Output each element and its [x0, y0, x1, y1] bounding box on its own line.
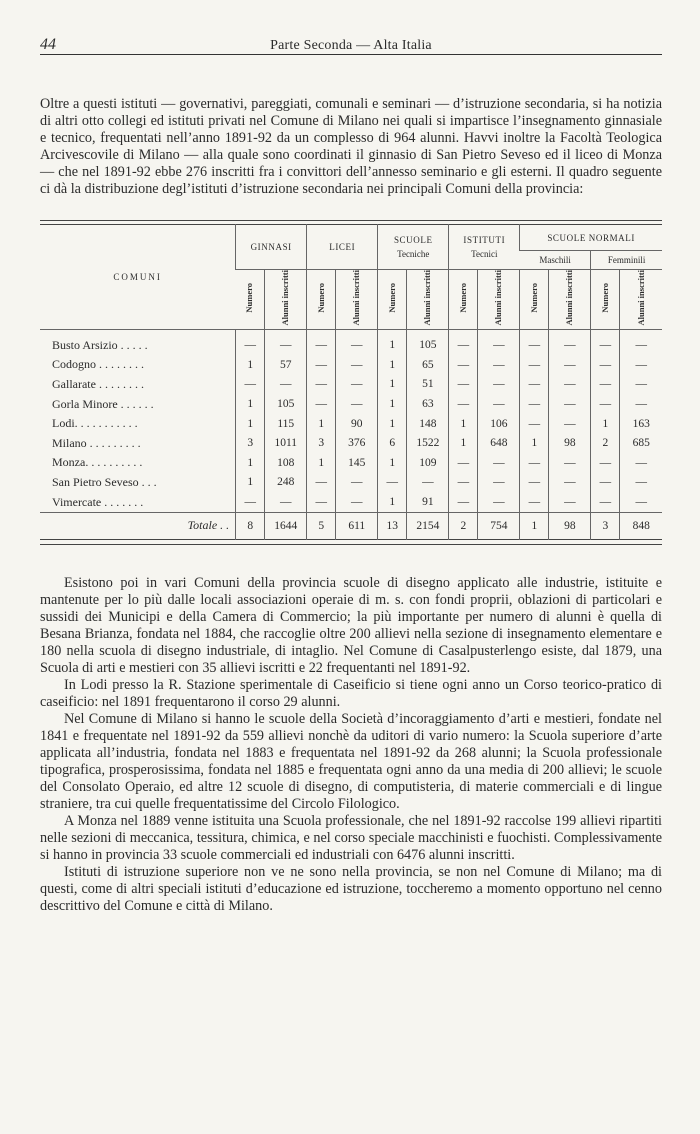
table-cell: —	[307, 492, 336, 512]
table-cell: —	[549, 355, 591, 375]
alunni-col-header	[478, 270, 520, 330]
table-cell: 2	[591, 433, 620, 453]
col-header-label: Alunni inscritti	[280, 270, 291, 326]
total-cell: 13	[378, 512, 407, 539]
table-cell: 109	[407, 453, 449, 473]
table-cell: —	[449, 355, 478, 375]
comune-name: Gorla Minore . . . . . .	[52, 396, 154, 411]
table-cell: 1	[236, 414, 265, 434]
table-cell: —	[449, 453, 478, 473]
table-row	[40, 329, 662, 355]
numero-col-header	[378, 270, 407, 330]
total-cell: 3	[591, 512, 620, 539]
table-cell: —	[549, 453, 591, 473]
table-cell: —	[336, 375, 378, 395]
total-cell: 98	[549, 512, 591, 539]
table-cell: 108	[265, 453, 307, 473]
comune-name: Milano . . . . . . . . .	[52, 435, 141, 450]
col-header-label: Numero	[528, 282, 539, 313]
maschili-header: Maschili	[520, 251, 591, 270]
table-row	[40, 473, 662, 493]
table-cell: —	[591, 492, 620, 512]
table-cell: 163	[620, 414, 662, 434]
table-cell: —	[620, 375, 662, 395]
total-row	[40, 512, 662, 539]
table-cell: —	[449, 473, 478, 493]
table-cell: —	[336, 329, 378, 355]
table-row	[40, 453, 662, 473]
table-cell: —	[265, 492, 307, 512]
col-header-label: Alunni inscritti	[635, 270, 646, 326]
table-cell: 65	[407, 355, 449, 375]
table-cell: 648	[478, 433, 520, 453]
total-cell: 2154	[407, 512, 449, 539]
table-cell: 1	[307, 414, 336, 434]
comune-name: San Pietro Seveso . . .	[52, 474, 157, 489]
scuole-tecniche-header	[378, 225, 449, 270]
table-cell: —	[307, 355, 336, 375]
table-cell: 6	[378, 433, 407, 453]
table-cell: —	[520, 453, 549, 473]
table-cell: 1	[236, 473, 265, 493]
licei-header: LICEI	[307, 225, 378, 270]
table-cell: 1	[378, 414, 407, 434]
table-cell: —	[236, 375, 265, 395]
paragraph-lodi: In Lodi presso la R. Stazione sperimentale di Caseificio si tiene ogni anno un Corso teorico-pratico di caseificio: nel 1891 frequentarono il corso 29 alunni.	[40, 676, 662, 710]
table-cell: —	[520, 394, 549, 414]
paragraph-superiore: Istituti di istruzione superiore non ve ne sono nella provincia, se non nel Comune di Milano; ma di questi, come di altri speciali istituti d’educazione ed istruzione, toccheremo a momento opportuno nel cenno descrittivo del Comune e città di Milano.	[40, 863, 662, 914]
intro-paragraph: Oltre a questi istituti — governativi, pareggiati, comunali e seminari — d’istruzione secondaria, si ha notizia di altri otto collegi ed istituti privati nel Comune di Milano nei quali si impartisce l’insegnamento ginnasiale e tecnico, frequentati nell’anno 1891-92 da un complesso di 964 alunni. Havvi inoltre la Facoltà Teologica Arcivescovile di Milano — alla quale sono coordinati il ginnasio di San Pietro Seveso ed il liceo di Monza — che nel 1891-92 ebbe 276 inscritti fra i convittori dell’annesso seminario e gli esterni. Il quadro seguente ci dà la distribuzione degl’istituti d’istruzione secondaria nei principali Comuni della provincia:	[40, 96, 662, 197]
table-cell: 1	[236, 394, 265, 414]
table-cell: —	[478, 453, 520, 473]
running-title: Parte Seconda — Alta Italia	[270, 38, 432, 53]
istituti-tecnici-header	[449, 225, 520, 270]
table-cell: 1	[378, 394, 407, 414]
table-cell: 1	[307, 453, 336, 473]
table-cell: —	[478, 394, 520, 414]
col-header-label: Numero	[457, 282, 468, 313]
table-cell: —	[236, 492, 265, 512]
table-cell: 115	[265, 414, 307, 434]
table-cell: —	[520, 492, 549, 512]
table-cell: —	[620, 473, 662, 493]
table-cell: 1	[378, 492, 407, 512]
total-cell: 611	[336, 512, 378, 539]
comune-name: Lodi. . . . . . . . . . .	[52, 416, 138, 431]
col-header-label: Numero	[315, 282, 326, 313]
table-cell: 1	[591, 414, 620, 434]
total-cell: 1	[520, 512, 549, 539]
alunni-col-header	[620, 270, 662, 330]
table-cell: —	[549, 492, 591, 512]
comuni-header: COMUNI	[40, 225, 236, 330]
table-cell: —	[336, 394, 378, 414]
total-cell: 754	[478, 512, 520, 539]
table-cell: 63	[407, 394, 449, 414]
col-header-label: Numero	[244, 282, 255, 313]
comune-name: Busto Arsizio . . . . .	[52, 337, 148, 352]
table-cell: —	[449, 394, 478, 414]
alunni-col-header	[549, 270, 591, 330]
alunni-col-header	[265, 270, 307, 330]
comune-name: Vimercate . . . . . . .	[52, 494, 144, 509]
total-label: Totale . .	[40, 512, 236, 539]
table-cell: —	[591, 453, 620, 473]
table-cell: —	[620, 394, 662, 414]
table-cell: —	[620, 453, 662, 473]
table-cell: —	[520, 473, 549, 493]
table-cell: —	[620, 329, 662, 355]
table-row	[40, 492, 662, 512]
table-cell: —	[620, 355, 662, 375]
table-cell: —	[478, 355, 520, 375]
table-cell: —	[336, 473, 378, 493]
table-cell: 1	[449, 433, 478, 453]
table-cell: —	[549, 375, 591, 395]
table-cell: —	[449, 492, 478, 512]
table-cell: —	[520, 414, 549, 434]
table-cell: 685	[620, 433, 662, 453]
table-cell: 1	[378, 329, 407, 355]
comune-name: Monza. . . . . . . . . .	[52, 455, 143, 470]
table-cell: —	[449, 329, 478, 355]
scuole-tecniche-subtitle: Tecniche	[397, 249, 430, 259]
numero-col-header	[307, 270, 336, 330]
table-cell: —	[520, 355, 549, 375]
comune-name: Gallarate . . . . . . . .	[52, 376, 144, 391]
table-cell: —	[336, 355, 378, 375]
table-cell: —	[478, 375, 520, 395]
table-cell: —	[236, 329, 265, 355]
table-cell: 1	[378, 453, 407, 473]
table-cell: —	[520, 375, 549, 395]
table-cell: —	[265, 329, 307, 355]
femminili-header: Femminili	[591, 251, 662, 270]
table-cell: 148	[407, 414, 449, 434]
body-text	[40, 575, 662, 915]
table-cell: —	[591, 375, 620, 395]
table-cell: 1	[378, 355, 407, 375]
table-cell: —	[378, 473, 407, 493]
istituti-tecnici-subtitle: Tecnici	[471, 249, 498, 259]
table-cell: 105	[265, 394, 307, 414]
table-cell: —	[336, 492, 378, 512]
table-cell: 57	[265, 355, 307, 375]
numero-col-header	[449, 270, 478, 330]
total-cell: 5	[307, 512, 336, 539]
table-cell: —	[449, 375, 478, 395]
table-cell: —	[549, 473, 591, 493]
paragraph-milano: Nel Comune di Milano si hanno le scuole della Società d’incoraggiamento d’arti e mestieri, fondate nel 1841 e frequentate nel 1891-92 da 559 allievi nonchè da uditori di vario numero: la Scuola superiore d’arte applicata all’industria, fondata nel 1883 e frequentata nel 1891-92 da 268 alunni; la Scuola professionale tipografica, prosperosissima, fondata nel 1885 e frequentata ogni anno da una media di 200 allievi; le scuole del Consolato Operaio, ed altre 12 scuole di disegno, di computisteria, di materie commerciali e di lingue straniere, tra cui quelle frequentatissime del Circolo Filologico.	[40, 710, 662, 812]
alunni-col-header	[407, 270, 449, 330]
comune-name: Codogno . . . . . . . .	[52, 357, 145, 372]
table-cell: —	[407, 473, 449, 493]
table-cell: —	[478, 329, 520, 355]
table-cell: —	[591, 329, 620, 355]
total-cell: 8	[236, 512, 265, 539]
table-cell: —	[620, 492, 662, 512]
numero-col-header	[520, 270, 549, 330]
table-cell: 51	[407, 375, 449, 395]
table-cell: 1522	[407, 433, 449, 453]
col-header-label: Alunni inscritti	[493, 270, 504, 326]
table-cell: —	[307, 375, 336, 395]
table-row	[40, 433, 662, 453]
scuole-tecniche-title: SCUOLE	[393, 235, 433, 245]
schools-table	[40, 220, 662, 545]
table-cell: —	[307, 329, 336, 355]
numero-col-header	[236, 270, 265, 330]
table-cell: 1	[236, 355, 265, 375]
table-cell: 3	[236, 433, 265, 453]
table-cell: —	[307, 394, 336, 414]
table-cell: —	[549, 394, 591, 414]
paragraph-monza: A Monza nel 1889 venne istituita una Scuola professionale, che nel 1891-92 raccolse 199 allievi ripartiti nelle sezioni di meccanica, tessitura, chimica, e nel corso speciale macchinisti e fuochisti. Complessivamente si hanno in provincia 33 scuole commerciali ed industriali con 6476 alunni inscritti.	[40, 812, 662, 863]
col-header-label: Alunni inscritti	[422, 270, 433, 326]
ginnasi-header: GINNASI	[236, 225, 307, 270]
table-cell: —	[549, 414, 591, 434]
table-cell: —	[549, 329, 591, 355]
table-cell: —	[478, 473, 520, 493]
table-cell: —	[265, 375, 307, 395]
paragraph-disegno: Esistono poi in vari Comuni della provincia scuole di disegno applicato alle industrie, istituite e mantenute per lo più dalle locali associazioni operaie di m. s. con fondi proprii, oblazioni di particolari e sussidi dei Municipi e della Camera di Commercio; la più importante per numero di alunni è quella di Besana Brianza, fondata nel 1884, che raccoglie oltre 200 allievi nella sezione di insegnamento elementare e 180 nella scuola di disegno industriale, di intaglio. Nel Comune di Casalpusterlengo esiste, dal 1879, una Scuola di arti e mestieri con 35 allievi iscritti e 22 frequentanti nel 1891-92.	[40, 574, 662, 676]
page-number: 44	[40, 36, 56, 53]
alunni-col-header	[336, 270, 378, 330]
table-cell: 376	[336, 433, 378, 453]
table-row	[40, 375, 662, 395]
book-page	[40, 28, 662, 915]
table-cell: —	[591, 473, 620, 493]
table-cell: 1011	[265, 433, 307, 453]
table-cell: —	[591, 394, 620, 414]
table-cell: 145	[336, 453, 378, 473]
table-cell: 90	[336, 414, 378, 434]
table-cell: —	[591, 355, 620, 375]
istituti-tecnici-title: ISTITUTI	[463, 235, 506, 245]
table-cell: 1	[378, 375, 407, 395]
numero-col-header	[591, 270, 620, 330]
col-header-label: Alunni inscritti	[351, 270, 362, 326]
table-cell: 105	[407, 329, 449, 355]
table-row	[40, 355, 662, 375]
col-header-label: Numero	[599, 282, 610, 313]
col-header-label: Alunni inscritti	[564, 270, 575, 326]
table-cell: 1	[236, 453, 265, 473]
total-cell: 2	[449, 512, 478, 539]
table-cell: —	[307, 473, 336, 493]
table-cell: 1	[520, 433, 549, 453]
col-header-label: Numero	[386, 282, 397, 313]
table-cell: 98	[549, 433, 591, 453]
page-header	[40, 28, 662, 55]
table-cell: —	[478, 492, 520, 512]
table-cell: 1	[449, 414, 478, 434]
table-cell: 3	[307, 433, 336, 453]
table-cell: 248	[265, 473, 307, 493]
total-cell: 1644	[265, 512, 307, 539]
table-cell: 91	[407, 492, 449, 512]
table-row	[40, 414, 662, 434]
scuole-normali-header: SCUOLE NORMALI	[520, 225, 662, 251]
total-cell: 848	[620, 512, 662, 539]
table-cell: —	[520, 329, 549, 355]
table-row	[40, 394, 662, 414]
table-cell: 106	[478, 414, 520, 434]
